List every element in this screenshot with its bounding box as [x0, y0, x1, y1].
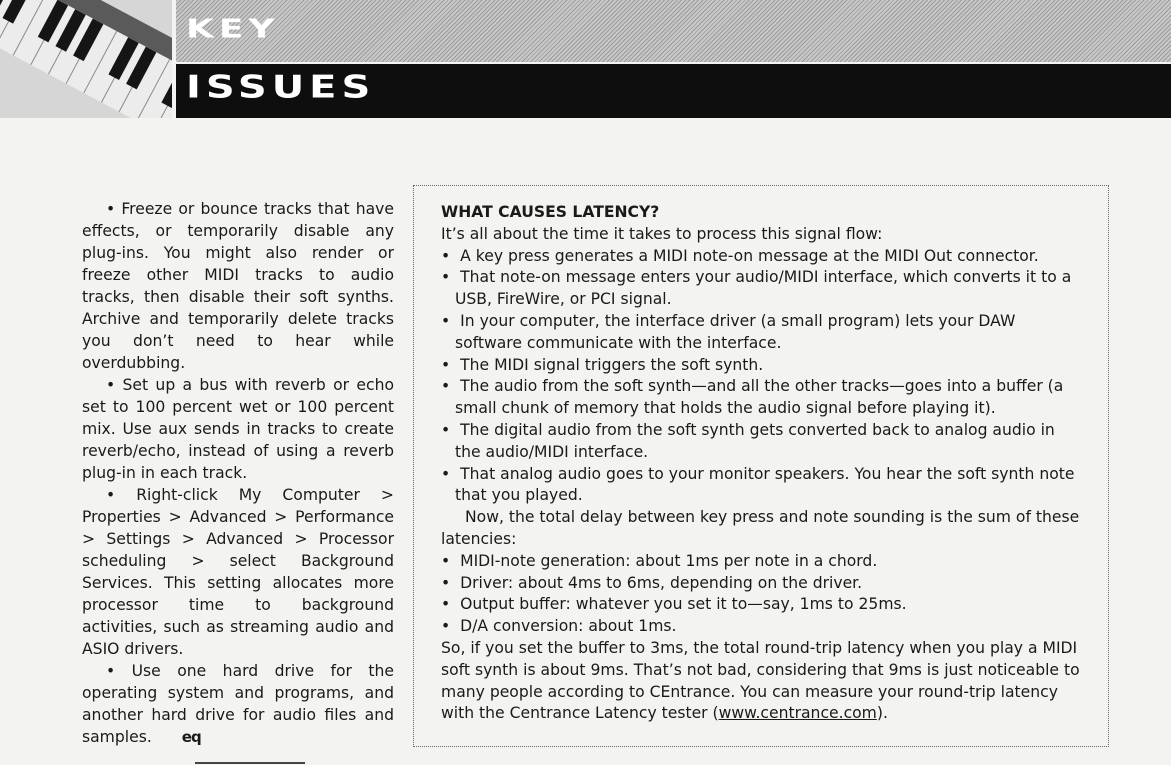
list-item: • The digital audio from the soft synth gets converted back to analog audio in the audio/MIDI interface. [441, 420, 1082, 464]
centrance-link[interactable]: www.centrance.com [718, 704, 877, 723]
keyboard-keys-image [0, 0, 172, 118]
sidebar-heading: WHAT CAUSES LATENCY? [441, 203, 660, 221]
list-item: • Output buffer: whatever you set it to—say, 1ms to 25ms. [441, 594, 1082, 616]
list-item: • MIDI-note generation: about 1ms per note in a chord. [441, 551, 1082, 573]
sidebar-intro: It’s all about the time it takes to process this signal flow: [441, 224, 883, 243]
latency-list [441, 551, 1082, 638]
list-item: • The MIDI signal triggers the soft synth. [441, 355, 1082, 377]
tip-paragraph: • Set up a bus with reverb or echo set to 100 percent wet or 100 percent mix. Use aux sends in tracks to create reverb/echo, instead of using a reverb plug-in in each track. [82, 376, 394, 482]
tip-paragraph [82, 660, 394, 748]
conclusion-paragraph [441, 638, 1082, 725]
tip-paragraph: • Freeze or bounce tracks that have effects, or temporarily disable any plug-ins. You might also render or freeze other MIDI tracks to audio tracks, then disable their soft synths. Archive and temporarily delete tracks you don’t need to hear while overdubbing. [82, 200, 394, 372]
piano-keys-icon [0, 0, 172, 118]
list-item: • In your computer, the interface driver (a small program) lets your DAW software communicate with the interface. [441, 311, 1082, 355]
eq-end-mark: eq [181, 728, 201, 746]
banner-pattern [176, 0, 1171, 62]
conclusion-end: ). [876, 704, 888, 723]
tip-text: • Use one hard drive for the operating system and programs, and another hard drive for audio files and samples. [82, 662, 394, 746]
title-key: KEY [186, 14, 280, 45]
page-edge-rule [195, 762, 305, 764]
latency-sidebar [413, 185, 1109, 747]
sum-paragraph: Now, the total delay between key press and note sounding is the sum of these latencies: [441, 508, 1080, 548]
conclusion-text: So, if you set the buffer to 3ms, the total round-trip latency when you play a MIDI soft synth is about 9ms. That’s not bad, considering that 9ms is just noticeable to many people according to CEntrance. You can measure your round-trip latency with the Centrance Latency tester ( [441, 638, 1080, 723]
tip-paragraph: • Right-click My Computer > Properties > Advanced > Performance > Settings > Advanced > Processor scheduling > select Background Services. This setting allocates more processor time to background activities, such as streaming audio and ASIO drivers. [82, 486, 394, 658]
signal-flow-list [441, 246, 1082, 508]
list-item: • That analog audio goes to your monitor speakers. You hear the soft synth note that you played. [441, 464, 1082, 508]
list-item: • That note-on message enters your audio/MIDI interface, which converts it to a USB, FireWire, or PCI signal. [441, 267, 1082, 311]
header-banner [0, 0, 1171, 118]
left-column [82, 198, 394, 748]
list-item: • A key press generates a MIDI note-on message at the MIDI Out connector. [441, 246, 1082, 268]
title-issues: ISSUES [186, 69, 376, 106]
list-item: • The audio from the soft synth—and all the other tracks—goes into a buffer (a small chunk of memory that holds the audio signal before playing it). [441, 376, 1082, 420]
list-item: • Driver: about 4ms to 6ms, depending on the driver. [441, 573, 1082, 595]
list-item: • D/A conversion: about 1ms. [441, 616, 1082, 638]
